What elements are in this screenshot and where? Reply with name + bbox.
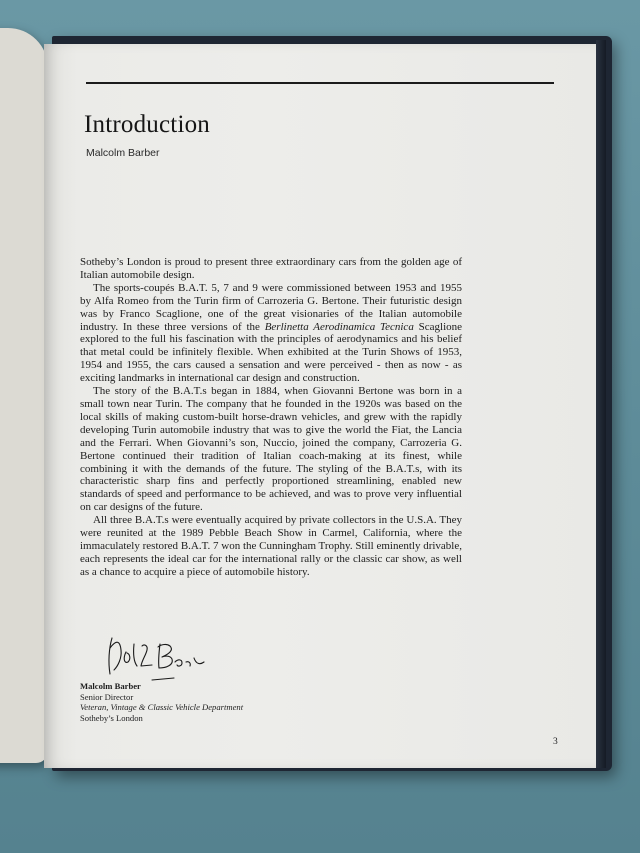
author-byline: Malcolm Barber [86, 147, 160, 159]
body-text [80, 256, 462, 579]
paragraph-2-lead: The sports-coupés B.A.T. 5, 7 and 9 were commissioned between 1953 and 1955 by Alfa Romeo from the Turin firm of Carrozeria G. Bertone. Their futuristic design was by Franco Scaglione, one of the great visionaries of the Italian automobile industry. In these three versions of the [80, 281, 462, 333]
paragraph-1: Sotheby’s London is proud to present three extraordinary cars from the golden age of Italian automobile design. [80, 256, 462, 281]
signatory-department: Veteran, Vintage & Classic Vehicle Department [80, 702, 244, 713]
page-number: 3 [553, 737, 558, 747]
signatory-office: Sotheby’s London [80, 712, 143, 723]
header-rule [86, 82, 554, 84]
paragraph-2-rest: Scaglione explored to the full his fascination with the principles of aerodynamics and his belief that metal could be infinitely flexible. When exhibited at the Turin Shows of 1953, 1954 and 1955, the cars caused a sensation and were perceived - then as now - as exciting landmarks in international car design and construction. [80, 320, 463, 385]
paragraph-2-italic: Berlinetta Aerodinamica Tecnica [264, 320, 414, 333]
paragraph-2 [80, 282, 462, 385]
signatory-role: Senior Director [80, 691, 134, 702]
paragraph-4: All three B.A.T.s were eventually acquired by private collectors in the U.S.A. They were reunited at the 1989 Pebble Beach Show in Carmel, California, where the immaculately restored B.A.T. 7 won the Cunningham Trophy. Still eminently drivable, each represents the ideal car for the international rally or the classic car show, as well as a chance to acquire a piece of automobile history. [80, 514, 462, 578]
paragraph-3: The story of the B.A.T.s began in 1884, when Giovanni Bertone was born in a small town near Turin. The company that he founded in the 1920s was based on the local skills of making custom-built horse-drawn vehicles, and grew with the rapidly developing Turin automobile industry that was to give the world the Fiat, the Lancia and the Ferrari. When Giovanni’s son, Nuccio, joined the company, Carrozeria G. Bertone continued their tradition of Italian coach-making at its finest, while combining it with the demands of the future. The styling of the B.A.T.s, with its characteristic sharp fins and perfectly proportioned streamlining, enabled new standards of speed and performance to be achieved, and was to prove very influential on car designs of the future. [80, 385, 462, 514]
book-spine-edge [596, 40, 606, 768]
signature-handwriting: M Barber [90, 632, 94, 633]
signature-block [80, 681, 243, 723]
handwritten-signature [90, 632, 220, 687]
signatory-name: Malcolm Barber [80, 681, 141, 691]
left-page-edge [0, 28, 48, 763]
page-title: Introduction [84, 111, 210, 138]
